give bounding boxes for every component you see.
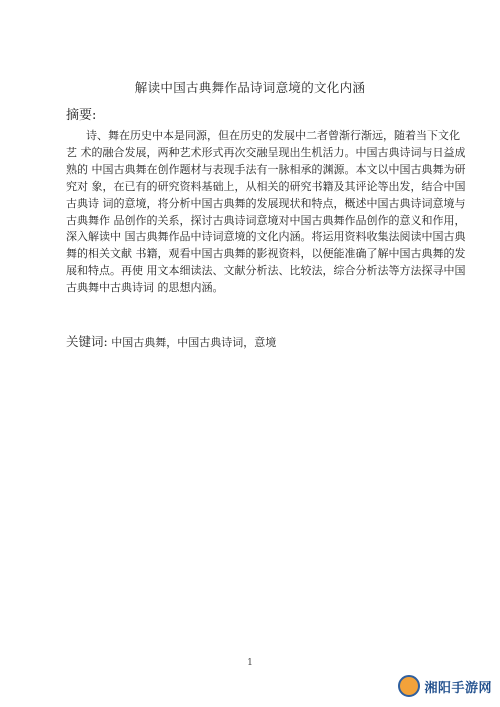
abstract-line: 究对 象，在已有的研究资料基础上，从相关的研究书籍及其评论等出发，结合中国 bbox=[66, 179, 466, 193]
keywords-label: 关键词: bbox=[66, 334, 108, 349]
site-watermark bbox=[398, 673, 492, 699]
keywords-value: 中国古典舞，中国古典诗词，意境 bbox=[111, 336, 277, 349]
document-title: 解读中国古典舞作品诗词意境的文化内涵 bbox=[134, 80, 366, 95]
abstract-line: 古典舞作 品创作的关系，探讨古典诗词意境对中国古典舞作品创作的意义和作用， bbox=[66, 213, 466, 227]
abstract-line: 舞的相关文献 书籍，观看中国古典舞的影视资料，以便能准确了解中国古典舞的发 bbox=[66, 247, 466, 261]
abstract-body bbox=[66, 128, 466, 297]
abstract-line: 古典诗 词的意境，将分析中国古典舞的发展现状和特点，概述中国古典诗词意境与 bbox=[66, 196, 466, 210]
abstract-line: 艺 术的融合发展，两种艺术形式再次交融呈现出生机活力。中国古典诗词与日益成 bbox=[66, 145, 466, 159]
watermark-logo-icon bbox=[398, 675, 420, 697]
abstract-heading: 摘要: bbox=[66, 108, 97, 123]
abstract-line: 展和特点。再使 用文本细读法、文献分析法、比较法，综合分析法等方法探寻中国 bbox=[66, 264, 466, 278]
keywords-line bbox=[66, 332, 276, 350]
abstract-line: 古典舞中古典诗词 的思想内涵。 bbox=[66, 281, 224, 295]
abstract-line: 深入解读中 国古典舞作品中诗词意境的文化内涵。将运用资料收集法阅读中国古典 bbox=[66, 230, 466, 244]
abstract-line: 诗、舞在历史中本是同源，但在历史的发展中二者曾渐行渐远，随着当下文化 bbox=[86, 129, 460, 142]
watermark-text: 湘阳手游网 bbox=[424, 680, 492, 696]
page-number: 1 bbox=[247, 658, 253, 668]
abstract-line: 熟的 中国古典舞在创作题材与表现手法有一脉相承的渊源。本文以中国古典舞为研 bbox=[66, 162, 466, 176]
